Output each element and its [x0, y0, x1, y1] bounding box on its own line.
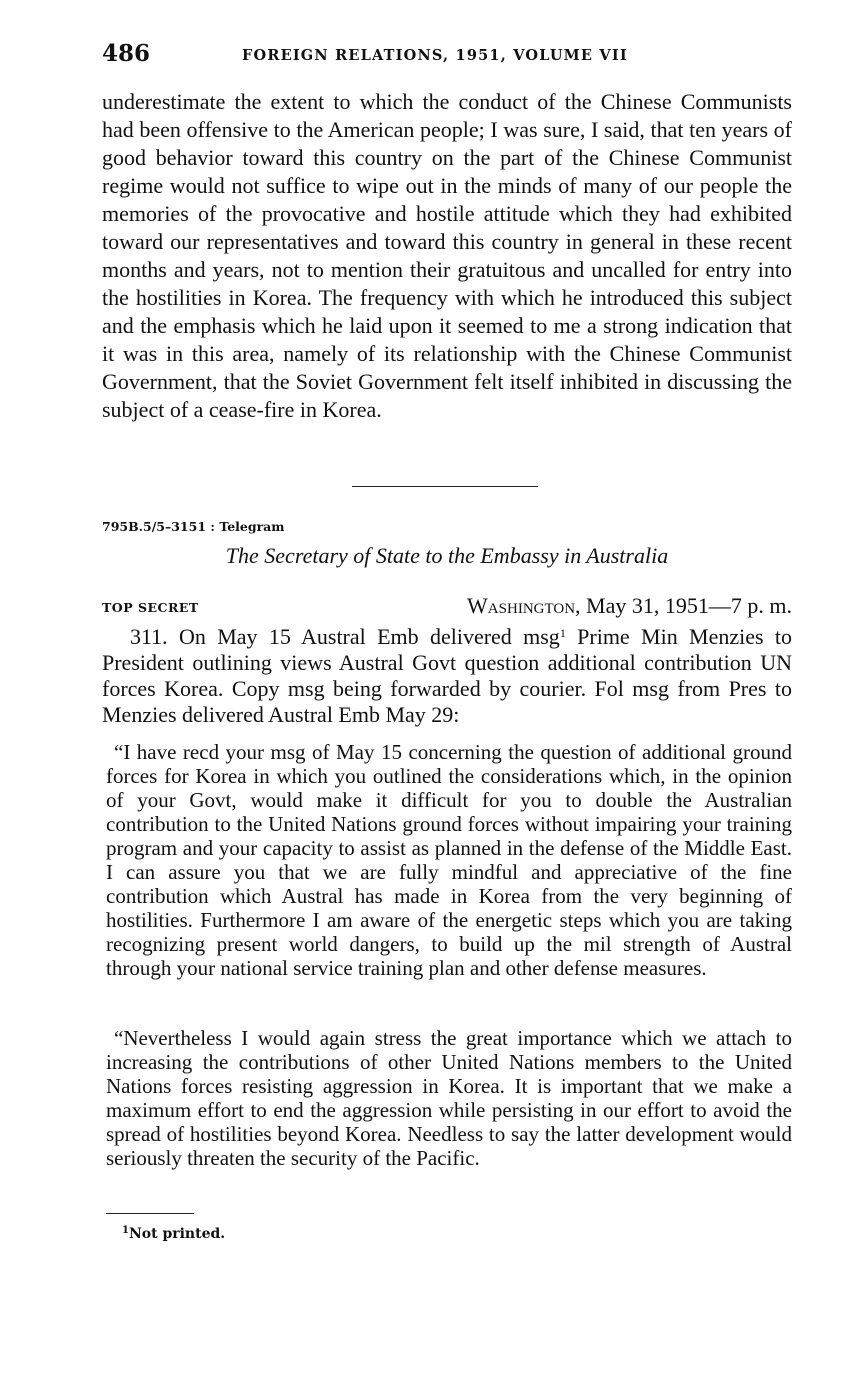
paragraph-text-end: Prime Min Menzies to President outlining views Austral Govt question additional contribution UN forces Korea. Copy msg being forwarded by courier. Fol msg from Pres to Menzies delivered Austral Emb May 29:: [102, 624, 792, 727]
section-divider: [352, 486, 538, 487]
continued-paragraph: underestimate the extent to which the conduct of the Chinese Communists had been offensive to the American people; I was sure, I said, that ten years of good behavior toward this country on the part of the Chinese Communist regime would not suffice to wipe out in the minds of many of our people the memories of the provocative and hostile attitude which they had exhibited toward our representatives and toward this country in general in these recent months and years, not to mention their gratuitous and uncalled for entry into the hostilities in Korea. The frequency with which he introduced this subject and the emphasis which he laid upon it seemed to me a strong indication that it was in this area, namely of its relationship with the Chinese Communist Government, that the Soviet Government felt itself inhibited in discussing the subject of a cease-fire in Korea.: [102, 89, 792, 422]
footnote-text: Not printed.: [128, 1226, 226, 1242]
footnote-marker: 1: [122, 1225, 129, 1236]
quoted-message-paragraph-1: “I have recd your msg of May 15 concerning the question of additional ground forces for Korea in which you outlined the considerations which, in the opinion of your Govt, would make it difficult for you to double the Australian contribution to the United Nations ground forces without impairing your training program and your capacity to assist as planned in the defense of the Middle East. I can assure you that we are fully mindful and appreciative of the fine contribution which Austral has made in Korea from the very beginning of hostilities. Furthermore I am aware of the energetic steps which you are taking recognizing present world dangers, to build up the mil strength of Austral through your national service training plan and other defense measures.: [106, 740, 792, 980]
dateline-date: , May 31, 1951—7 p. m.: [575, 593, 792, 618]
telegram-paragraph: [102, 624, 792, 728]
paragraph-text-start: 311. On May 15 Austral Emb delivered msg: [130, 624, 560, 649]
footnote-divider: [106, 1213, 194, 1214]
running-head: FOREIGN RELATIONS, 1951, VOLUME VII: [242, 47, 628, 64]
document-title: The Secretary of State to the Embassy in Australia: [225, 543, 669, 568]
page-number: 486: [102, 40, 151, 67]
page-header: [102, 40, 792, 76]
quoted-message-paragraph-2: “Nevertheless I would again stress the great importance which we attach to increasing the contributions of other United Nations members to the United Nations forces resisting aggression in Korea. It is important that we make a maximum effort to end the aggression while persisting in our effort to avoid the spread of hostilities beyond Korea. Needless to say the latter development would seriously threaten the security of the Pacific.: [106, 1026, 792, 1170]
classification-label: TOP SECRET: [102, 600, 199, 615]
document-file-number: 795B.5/5–3151 : Telegram: [102, 519, 285, 534]
dateline: [467, 593, 792, 619]
footnote-reference: 1: [559, 626, 566, 640]
dateline-city: Washington: [467, 593, 576, 618]
footnote: [122, 1226, 225, 1242]
